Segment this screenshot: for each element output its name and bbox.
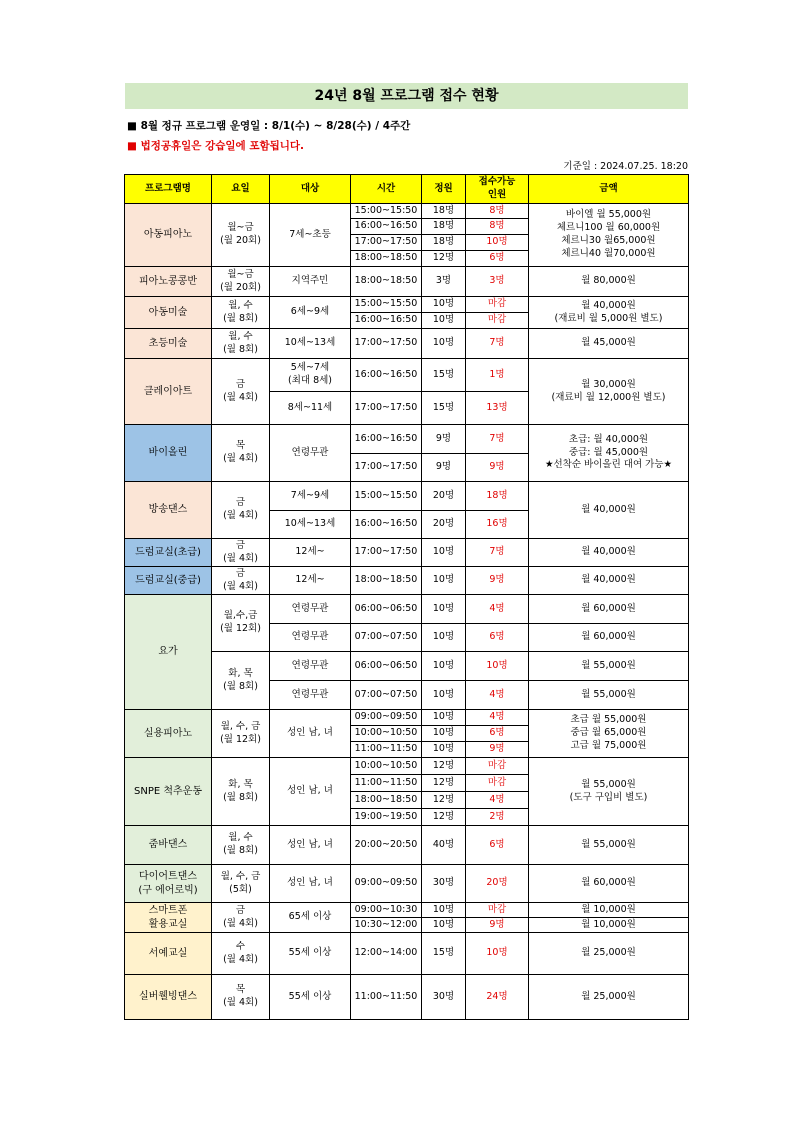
program-name: 아동피아노 (125, 204, 212, 267)
program-day: 월~금 (월 20회) (212, 204, 270, 267)
program-name: 실용피아노 (125, 710, 212, 758)
slot-capacity: 10명 (422, 742, 466, 758)
slot-time: 16:00~16:50 (351, 219, 422, 235)
program-fee: 월 40,000원 (529, 539, 689, 567)
header-target: 대상 (270, 175, 351, 204)
slot-capacity: 10명 (422, 624, 466, 652)
slot-time: 18:00~18:50 (351, 267, 422, 297)
slot-target: 연령무관 (270, 595, 351, 624)
slot-available: 2명 (466, 809, 529, 826)
slot-available: 7명 (466, 539, 529, 567)
slot-time: 17:00~17:50 (351, 392, 422, 425)
slot-time: 17:00~17:50 (351, 539, 422, 567)
program-day: 월, 수 (월 8회) (212, 826, 270, 865)
slot-capacity: 10명 (422, 918, 466, 933)
slot-capacity: 10명 (422, 595, 466, 624)
slot-target: 연령무관 (270, 624, 351, 652)
slot-time: 11:00~11:50 (351, 775, 422, 792)
program-day: 금 (월 4회) (212, 567, 270, 595)
program-name: 다이어트댄스 (구 에어로빅) (125, 865, 212, 903)
slot-available: 1명 (466, 359, 529, 392)
slot-available: 20명 (466, 865, 529, 903)
program-target: 10세~13세 (270, 329, 351, 359)
program-day: 월, 수 (월 8회) (212, 329, 270, 359)
slot-capacity: 10명 (422, 313, 466, 329)
slot-available: 10명 (466, 933, 529, 975)
table-row (125, 359, 689, 392)
slot-target: 7세~9세 (270, 482, 351, 511)
slot-capacity: 18명 (422, 204, 466, 219)
program-fee: 월 25,000원 (529, 975, 689, 1020)
program-day: 금 (월 4회) (212, 539, 270, 567)
slot-capacity: 20명 (422, 511, 466, 539)
program-target: 7세~초등 (270, 204, 351, 267)
slot-time: 06:00~06:50 (351, 595, 422, 624)
slot-time: 17:00~17:50 (351, 235, 422, 251)
slot-time: 07:00~07:50 (351, 681, 422, 710)
slot-capacity: 10명 (422, 681, 466, 710)
slot-available: 마감 (466, 758, 529, 775)
slot-available: 8명 (466, 219, 529, 235)
slot-capacity: 10명 (422, 652, 466, 681)
slot-fee: 월 10,000원 (529, 918, 689, 933)
operation-period-notice: ■ 8월 정규 프로그램 운영일 : 8/1(수) ~ 8/28(수) / 4주간 (127, 120, 411, 132)
program-target: 65세 이상 (270, 903, 351, 933)
slot-time: 07:00~07:50 (351, 624, 422, 652)
program-name: 클레이아트 (125, 359, 212, 425)
slot-capacity: 9명 (422, 425, 466, 454)
program-day: 금 (월 4회) (212, 482, 270, 539)
table-row (125, 204, 689, 219)
program-day: 월, 수, 금 (5회) (212, 865, 270, 903)
slot-fee: 월 10,000원 (529, 903, 689, 918)
slot-time: 09:00~09:50 (351, 865, 422, 903)
header-fee: 금액 (529, 175, 689, 204)
slot-available: 6명 (466, 251, 529, 267)
slot-time: 18:00~18:50 (351, 792, 422, 809)
slot-capacity: 15명 (422, 392, 466, 425)
slot-fee: 월 55,000원 (529, 652, 689, 681)
slot-time: 16:00~16:50 (351, 511, 422, 539)
program-day: 월, 수, 금 (월 12회) (212, 710, 270, 758)
slot-capacity: 10명 (422, 539, 466, 567)
slot-capacity: 15명 (422, 933, 466, 975)
slot-capacity: 18명 (422, 235, 466, 251)
slot-fee: 월 60,000원 (529, 624, 689, 652)
slot-available: 4명 (466, 710, 529, 726)
program-fee: 초급: 월 40,000원 중급: 월 45,000원 ★선착순 바이올린 대여 가능★ (529, 425, 689, 482)
slot-capacity: 10명 (422, 567, 466, 595)
slot-available: 24명 (466, 975, 529, 1020)
slot-available: 6명 (466, 726, 529, 742)
slot-time: 09:00~09:50 (351, 710, 422, 726)
slot-target: 10세~13세 (270, 511, 351, 539)
slot-available: 9명 (466, 454, 529, 482)
program-name: 아동미술 (125, 297, 212, 329)
slot-capacity: 12명 (422, 809, 466, 826)
program-target: 성인 남, 녀 (270, 758, 351, 826)
slot-time: 20:00~20:50 (351, 826, 422, 865)
slot-time: 18:00~18:50 (351, 567, 422, 595)
slot-capacity: 12명 (422, 792, 466, 809)
slot-time: 06:00~06:50 (351, 652, 422, 681)
slot-time: 15:00~15:50 (351, 482, 422, 511)
table-row (125, 539, 689, 567)
program-day: 월, 수 (월 8회) (212, 297, 270, 329)
program-day: 수 (월 4회) (212, 933, 270, 975)
slot-capacity: 40명 (422, 826, 466, 865)
slot-available: 7명 (466, 329, 529, 359)
program-fee: 월 40,000원 (529, 567, 689, 595)
program-target: 지역주민 (270, 267, 351, 297)
table-header-row (125, 175, 689, 204)
slot-target: 8세~11세 (270, 392, 351, 425)
slot-time: 12:00~14:00 (351, 933, 422, 975)
program-fee: 월 45,000원 (529, 329, 689, 359)
table-row (125, 903, 689, 918)
slot-fee: 월 60,000원 (529, 595, 689, 624)
program-name: 초등미술 (125, 329, 212, 359)
program-day: 목 (월 4회) (212, 425, 270, 482)
slot-available: 9명 (466, 567, 529, 595)
program-target: 55세 이상 (270, 975, 351, 1020)
program-table (124, 174, 689, 1020)
program-fee: 월 55,000원 (529, 826, 689, 865)
slot-target: 연령무관 (270, 681, 351, 710)
program-name: 방송댄스 (125, 482, 212, 539)
slot-capacity: 12명 (422, 775, 466, 792)
slot-available: 마감 (466, 313, 529, 329)
program-name: 드럼교실(중급) (125, 567, 212, 595)
slot-capacity: 30명 (422, 865, 466, 903)
program-day: 목 (월 4회) (212, 975, 270, 1020)
slot-available: 13명 (466, 392, 529, 425)
holiday-notice: ■ 법정공휴일은 강습일에 포함됩니다. (127, 140, 305, 152)
program-fee: 월 40,000원 (529, 482, 689, 539)
slot-capacity: 12명 (422, 251, 466, 267)
slot-time: 15:00~15:50 (351, 204, 422, 219)
header-time: 시간 (351, 175, 422, 204)
slot-capacity: 10명 (422, 903, 466, 918)
program-day: 화, 목 (월 8회) (212, 652, 270, 710)
table-row (125, 482, 689, 511)
program-day: 금 (월 4회) (212, 359, 270, 425)
slot-time: 17:00~17:50 (351, 454, 422, 482)
header-program: 프로그램명 (125, 175, 212, 204)
slot-available: 9명 (466, 918, 529, 933)
slot-available: 마감 (466, 297, 529, 313)
program-name: 서예교실 (125, 933, 212, 975)
table-row (125, 329, 689, 359)
slot-capacity: 12명 (422, 758, 466, 775)
program-name: 드럼교실(초급) (125, 539, 212, 567)
slot-available: 4명 (466, 595, 529, 624)
program-day: 월,수,금 (월 12회) (212, 595, 270, 652)
table-row (125, 595, 689, 624)
slot-available: 4명 (466, 792, 529, 809)
program-fee: 월 55,000원 (도구 구입비 별도) (529, 758, 689, 826)
program-target: 12세~ (270, 567, 351, 595)
program-target: 55세 이상 (270, 933, 351, 975)
program-name: 요가 (125, 595, 212, 710)
program-target: 6세~9세 (270, 297, 351, 329)
slot-capacity: 15명 (422, 359, 466, 392)
program-fee: 바이엘 월 55,000원 체르니100 월 60,000원 체르니30 월65,000원 체르니40 월70,000원 (529, 204, 689, 267)
program-fee: 초급 월 55,000원 중급 월 65,000원 고급 월 75,000원 (529, 710, 689, 758)
slot-time: 18:00~18:50 (351, 251, 422, 267)
table-row (125, 758, 689, 775)
table-row (125, 865, 689, 903)
slot-time: 09:00~10:30 (351, 903, 422, 918)
slot-time: 10:00~10:50 (351, 758, 422, 775)
program-target: 12세~ (270, 539, 351, 567)
slot-available: 마감 (466, 775, 529, 792)
table-row (125, 267, 689, 297)
slot-fee: 월 55,000원 (529, 681, 689, 710)
slot-target: 연령무관 (270, 652, 351, 681)
slot-time: 16:00~16:50 (351, 313, 422, 329)
slot-available: 8명 (466, 204, 529, 219)
program-fee: 월 80,000원 (529, 267, 689, 297)
header-capacity: 정원 (422, 175, 466, 204)
program-day: 금 (월 4회) (212, 903, 270, 933)
table-row (125, 975, 689, 1020)
slot-time: 11:00~11:50 (351, 975, 422, 1020)
table-row (125, 297, 689, 313)
slot-time: 10:00~10:50 (351, 726, 422, 742)
table-row (125, 933, 689, 975)
slot-target: 5세~7세 (최대 8세) (270, 359, 351, 392)
slot-time: 16:00~16:50 (351, 359, 422, 392)
table-row (125, 710, 689, 726)
program-target: 성인 남, 녀 (270, 865, 351, 903)
slot-available: 18명 (466, 482, 529, 511)
basis-date: 기준일 : 2024.07.25. 18:20 (563, 161, 688, 172)
slot-available: 6명 (466, 624, 529, 652)
program-name: 스마트폰 활용교실 (125, 903, 212, 933)
program-target: 성인 남, 녀 (270, 826, 351, 865)
program-fee: 월 25,000원 (529, 933, 689, 975)
slot-available: 마감 (466, 903, 529, 918)
slot-available: 10명 (466, 652, 529, 681)
program-name: SNPE 척추운동 (125, 758, 212, 826)
slot-capacity: 3명 (422, 267, 466, 297)
slot-capacity: 10명 (422, 726, 466, 742)
slot-available: 3명 (466, 267, 529, 297)
slot-available: 9명 (466, 742, 529, 758)
program-name: 줌바댄스 (125, 826, 212, 865)
header-available: 접수가능 인원 (466, 175, 529, 204)
slot-time: 10:30~12:00 (351, 918, 422, 933)
slot-capacity: 10명 (422, 710, 466, 726)
slot-capacity: 9명 (422, 454, 466, 482)
header-day: 요일 (212, 175, 270, 204)
slot-capacity: 18명 (422, 219, 466, 235)
program-target: 연령무관 (270, 425, 351, 482)
slot-available: 16명 (466, 511, 529, 539)
program-name: 실버웰빙댄스 (125, 975, 212, 1020)
slot-capacity: 20명 (422, 482, 466, 511)
program-name: 피아노콩콩반 (125, 267, 212, 297)
slot-time: 11:00~11:50 (351, 742, 422, 758)
program-name: 바이올린 (125, 425, 212, 482)
program-fee: 월 40,000원 (재료비 월 5,000원 별도) (529, 297, 689, 329)
slot-available: 4명 (466, 681, 529, 710)
slot-capacity: 10명 (422, 329, 466, 359)
program-fee: 월 60,000원 (529, 865, 689, 903)
program-day: 화, 목 (월 8회) (212, 758, 270, 826)
program-fee: 월 30,000원 (재료비 월 12,000원 별도) (529, 359, 689, 425)
slot-time: 16:00~16:50 (351, 425, 422, 454)
page-title: 24년 8월 프로그램 접수 현황 (125, 83, 688, 109)
table-row (125, 567, 689, 595)
table-row (125, 425, 689, 454)
slot-available: 7명 (466, 425, 529, 454)
slot-time: 19:00~19:50 (351, 809, 422, 826)
program-target: 성인 남, 녀 (270, 710, 351, 758)
table-row (125, 826, 689, 865)
slot-available: 10명 (466, 235, 529, 251)
program-day: 월~금 (월 20회) (212, 267, 270, 297)
slot-available: 6명 (466, 826, 529, 865)
slot-capacity: 10명 (422, 297, 466, 313)
slot-time: 17:00~17:50 (351, 329, 422, 359)
slot-time: 15:00~15:50 (351, 297, 422, 313)
slot-capacity: 30명 (422, 975, 466, 1020)
